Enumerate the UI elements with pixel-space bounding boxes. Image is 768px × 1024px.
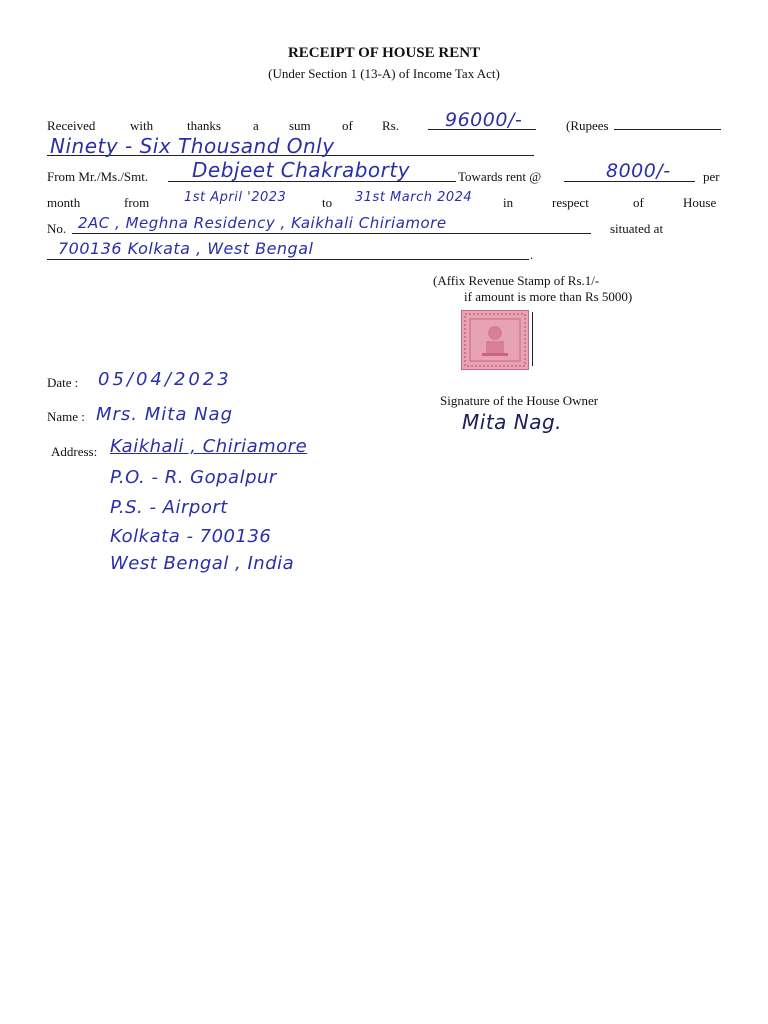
start-date: 1st April '2023 <box>184 190 287 205</box>
address-line: Kolkata - 700136 <box>110 526 272 547</box>
with-word: with <box>130 118 154 133</box>
stamp-note-line2: if amount is more than Rs 5000) <box>464 289 633 304</box>
end-date: 31st March 2024 <box>355 190 473 205</box>
monthly-rent: 8000/- <box>606 160 671 182</box>
house-address-line1: 2AC , Meghna Residency , Kaikhali Chiriamore <box>78 214 447 232</box>
towards-label: Towards rent @ <box>458 169 542 184</box>
received-word: Received <box>47 118 96 133</box>
of-word-2: of <box>633 195 644 210</box>
rs-label: Rs. <box>382 118 399 133</box>
address-line: P.O. - R. Gopalpur <box>110 467 277 488</box>
stamp-border-line <box>532 312 533 366</box>
signature-label: Signature of the House Owner <box>440 393 599 408</box>
no-label: No. <box>47 221 67 236</box>
address-label: Address: <box>51 444 98 459</box>
owner-name: Mrs. Mita Nag <box>96 404 234 425</box>
from-word: from <box>124 195 150 210</box>
tenant-name: Debjeet Chakraborty <box>192 158 411 182</box>
address-line: Kaikhali , Chiriamore <box>110 436 308 457</box>
in-word: in <box>503 195 514 210</box>
from-label: From Mr./Ms./Smt. <box>47 169 149 184</box>
of-word: of <box>342 118 353 133</box>
sum-word: sum <box>289 118 311 133</box>
month-label: month <box>47 195 81 210</box>
house-address-underline <box>72 233 591 234</box>
revenue-stamp-emblem-icon <box>462 311 528 369</box>
a-word: a <box>253 118 259 133</box>
amount-value: 96000/- <box>445 109 523 131</box>
per-label: per <box>703 169 720 184</box>
house-address-line2-underline <box>47 259 529 260</box>
page-subtitle: (Under Section 1 (13-A) of Income Tax Act) <box>268 66 500 81</box>
page-title: RECEIPT OF HOUSE RENT <box>287 45 481 61</box>
address-line: P.S. - Airport <box>110 497 228 518</box>
thanks-word: thanks <box>187 118 221 133</box>
to-word: to <box>322 195 333 210</box>
amount-in-words: Ninety - Six Thousand Only <box>50 134 335 158</box>
date-label: Date : <box>47 375 79 390</box>
rupees-label: (Rupees <box>566 118 609 133</box>
address-line: West Bengal , India <box>110 553 295 574</box>
stamp-note-line1: (Affix Revenue Stamp of Rs.1/- <box>433 273 600 288</box>
name-label: Name : <box>47 409 85 424</box>
situated-label: situated at <box>610 221 664 236</box>
house-address-line2: 700136 Kolkata , West Bengal <box>58 239 314 258</box>
owner-signature: Mita Nag. <box>462 410 563 434</box>
respect-word: respect <box>552 195 589 210</box>
rupees-underline <box>614 129 721 130</box>
house-word: House <box>683 195 717 210</box>
revenue-stamp <box>461 310 529 370</box>
receipt-date: 05/04/2023 <box>98 369 232 390</box>
